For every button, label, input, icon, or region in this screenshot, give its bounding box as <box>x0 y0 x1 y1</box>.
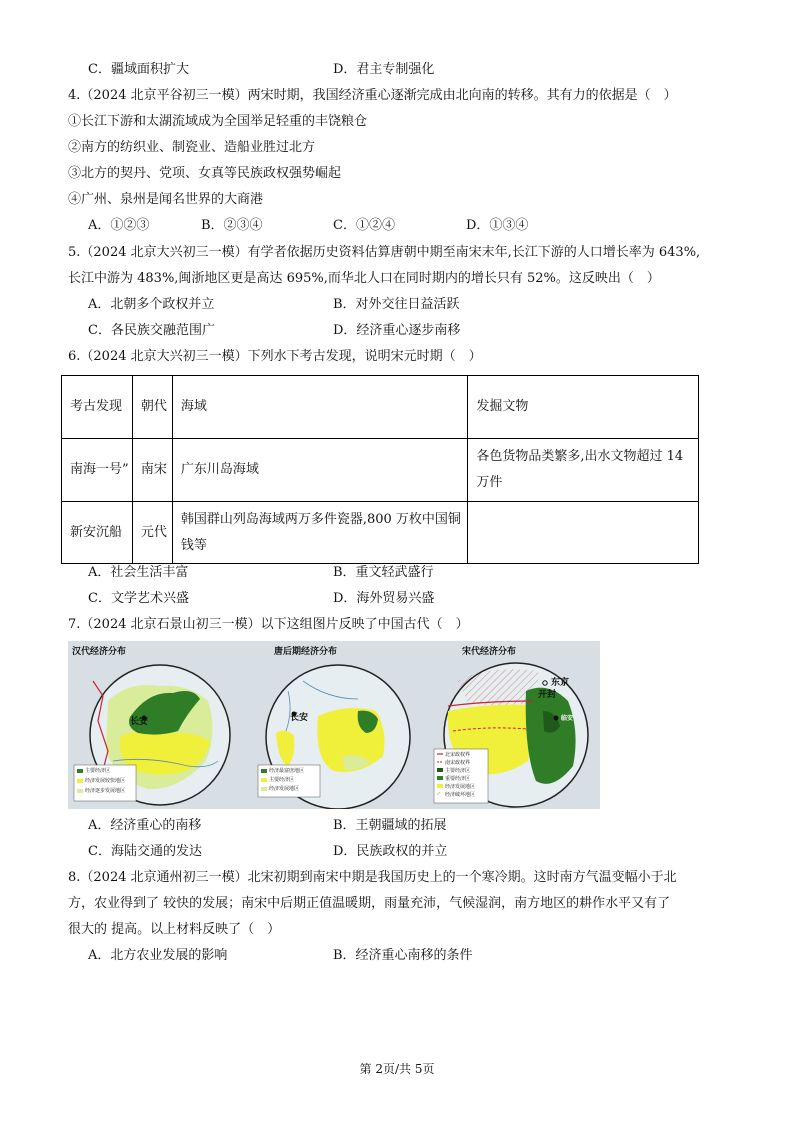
q4-item-1: ①长江下游和太湖流域成为全国举足轻重的丰饶粮仓 <box>68 114 368 129</box>
table-header: 朝代 <box>132 376 172 439</box>
song-city-label: 临安 <box>561 715 574 722</box>
q7-option-c: C．海陆交通的发达 <box>88 844 202 859</box>
q8-stem-line2: 方，农业得到了 较快的发展；南宋中后期正值温暖期，雨量充沛，气候湿润，南方地区的耕作水平又有了 <box>68 896 671 911</box>
table-cell: 各色货物品类繁多,出水文物超过 14 万件 <box>468 439 699 502</box>
song-city-label: 东京 <box>551 678 570 688</box>
table-header: 海域 <box>172 376 467 439</box>
page-number: 第 2页/共 5页 <box>359 1062 435 1076</box>
q6-option-a: A．社会生活丰富 <box>88 565 189 580</box>
tang-legend-item: 经济最富庶地区 <box>269 768 305 774</box>
q7-option-d: D．民族政权的并立 <box>333 844 448 859</box>
q4-option-c: C．①②④ <box>333 218 395 233</box>
table-header-row <box>62 376 699 439</box>
song-city-label: 开封 <box>538 690 557 700</box>
song-legend-item: 重要经济区 <box>445 776 471 782</box>
table-header: 发掘文物 <box>468 376 699 439</box>
q7-option-a: A．经济重心的南移 <box>88 818 202 833</box>
song-legend-item: 经济发展地区 <box>445 784 476 790</box>
q4-item-4: ④广州、泉州是闻名世界的大商港 <box>68 192 264 207</box>
q6-stem: 6.（2024 北京大兴初三一模）下列水下考古发现，说明宋元时期（ ） <box>68 349 482 364</box>
song-legend-item: 经济破坏地区 <box>445 792 476 798</box>
table-cell: 韩国群山列岛海域两万多件瓷器,800 万枚中国铜钱等 <box>172 502 467 564</box>
q7-option-b: B．王朝疆域的拓展 <box>333 818 447 833</box>
economic-distribution-maps <box>68 641 600 809</box>
table-row <box>62 502 699 564</box>
q6-option-d: D．海外贸易兴盛 <box>333 591 435 606</box>
tang-legend-item: 主要经济区 <box>269 777 295 783</box>
han-city-label: 长安 <box>130 717 149 727</box>
table-cell: 南海一号” <box>62 439 133 502</box>
table-cell: 南宋 <box>132 439 172 502</box>
q3-option-c: C．疆域面积扩大 <box>88 62 189 77</box>
han-map-title: 汉代经济分布 <box>72 647 127 657</box>
han-legend-item: 经济逐步发展地区 <box>85 788 126 794</box>
tang-map-title: 唐后期经济分布 <box>274 647 338 657</box>
q8-option-b: B．经济重心南移的条件 <box>333 948 473 963</box>
q5-stem-line2: 长江中游为 483%,闽浙地区更是高达 695%,而华北人口在同时期内的增长只有 52%。这反映出（ ） <box>68 271 660 286</box>
q4-item-3: ③北方的契丹、党项、女真等民族政权强势崛起 <box>68 166 342 181</box>
tang-city-label: 长安 <box>290 713 309 723</box>
q4-option-b: B．②③④ <box>201 218 263 233</box>
table-cell <box>468 502 699 564</box>
q4-stem: 4.（2024 北京平谷初三一模）两宋时期，我国经济重心逐渐完成由北向南的转移。其有力的依据是（ ） <box>68 88 677 103</box>
q8-stem-line1: 8.（2024 北京通州初三一模）北宋初期到南宋中期是我国历史上的一个寒冷期。这时南方气温变幅小于北 <box>68 870 677 885</box>
song-legend-item: 主要经济区 <box>445 768 471 774</box>
table-header: 考古发现 <box>62 376 133 439</box>
q3-option-d: D．君主专制强化 <box>333 62 435 77</box>
song-map-title: 宋代经济分布 <box>462 647 517 657</box>
q5-option-d: D．经济重心逐步南移 <box>333 323 461 338</box>
q4-option-a: A．①②③ <box>88 218 150 233</box>
table-cell: 元代 <box>132 502 172 564</box>
table-cell: 广东川岛海域 <box>172 439 467 502</box>
tang-map <box>248 641 428 809</box>
tang-legend-item: 经济发展地区 <box>269 786 300 792</box>
table-row <box>62 439 699 502</box>
song-legend-item: 北宋政权界 <box>445 752 471 758</box>
han-legend-item: 经济发展较快地区 <box>85 778 126 784</box>
q6-option-b: B．重文轻武盛行 <box>333 565 434 580</box>
q8-option-a: A．北方农业发展的影响 <box>88 948 228 963</box>
q8-stem-line3: 很大的 提高。以上材料反映了（ ） <box>68 922 281 937</box>
q6-option-c: C．文学艺术兴盛 <box>88 591 189 606</box>
song-legend-item: 南宋政权界 <box>445 760 471 766</box>
han-legend-item: 主要经济区 <box>85 768 111 774</box>
q5-option-b: B．对外交往日益活跃 <box>333 297 460 312</box>
q4-option-d: D．①③④ <box>466 218 529 233</box>
q4-item-2: ②南方的纺织业、制瓷业、造船业胜过北方 <box>68 140 316 155</box>
q7-stem: 7.（2024 北京石景山初三一模）以下这组图片反映了中国古代（ ） <box>68 617 469 632</box>
q5-option-c: C．各民族交融范围广 <box>88 323 215 338</box>
q5-stem-line1: 5.（2024 北京大兴初三一模）有学者依据历史资料估算唐朝中期至南宋末年,长江下游的人口增长率为 643%, <box>68 245 701 260</box>
q5-option-a: A．北朝多个政权并立 <box>88 297 215 312</box>
archaeology-table <box>61 375 699 564</box>
table-cell: 新安沉船 <box>62 502 133 564</box>
